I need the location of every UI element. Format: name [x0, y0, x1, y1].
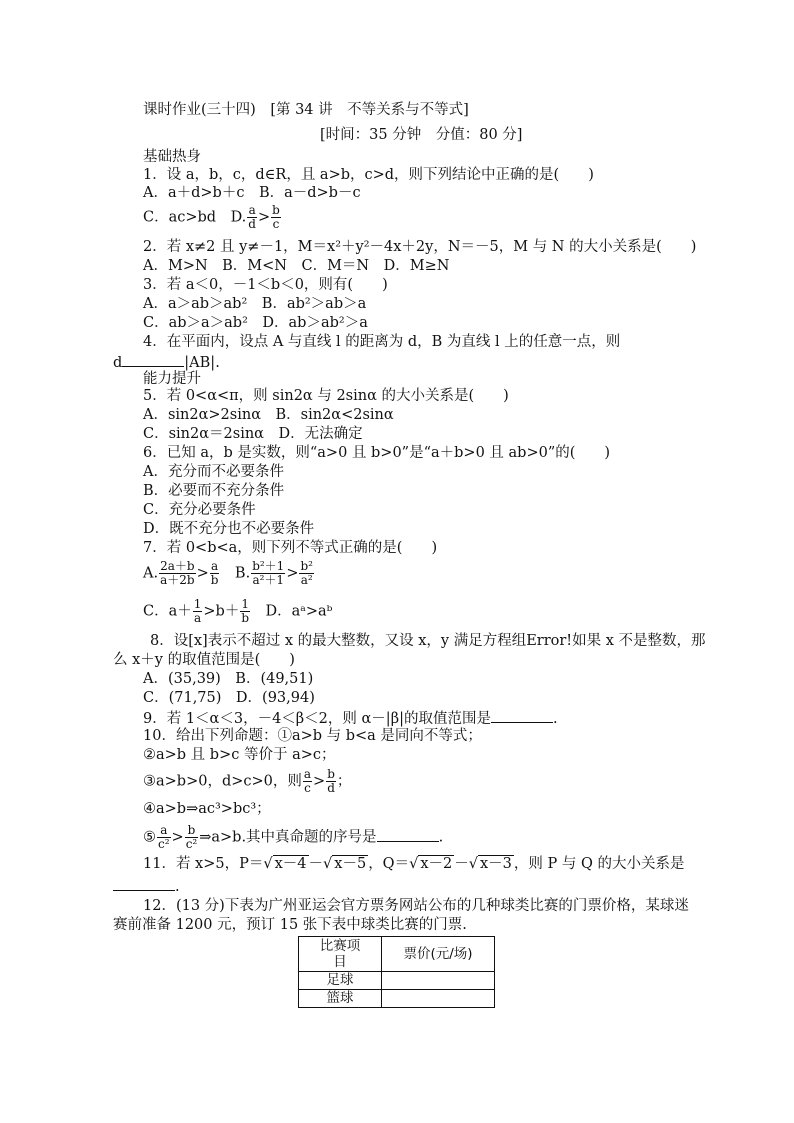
fraction — [157, 824, 171, 851]
fraction — [193, 598, 203, 625]
q6-option-b: B．必要而不充分条件 — [143, 483, 285, 499]
denominator: a — [193, 611, 202, 625]
fraction — [271, 204, 281, 231]
relation: > — [257, 209, 271, 226]
q5-options-ab: A．sin2α>2sinα B．sin2α<2sinα — [143, 407, 394, 423]
q8-stem-cont: 么 x＋y 的取值范围是( ) — [113, 652, 295, 668]
q11-text: ，Q＝ — [368, 856, 410, 872]
numerator: b² — [300, 559, 313, 573]
relation: >b＋ — [203, 603, 240, 620]
sqrt-radicand: x－3 — [479, 856, 512, 872]
q10-item-5 — [143, 824, 443, 851]
numerator: b — [185, 824, 199, 838]
fraction — [210, 560, 220, 587]
numerator: 1 — [241, 597, 249, 611]
denominator: d — [327, 781, 335, 795]
q6-stem: 6．已知 a，b 是实数，则“a>0 且 b>0”是“a＋b>0 且 ab>0”的( ) — [143, 445, 611, 461]
q12-stem: 12．(13 分)下表为广州亚运会官方票务网站公布的几种球类比赛的门票价格，某球迷 — [143, 898, 689, 914]
q4-tail-pre: d — [113, 355, 123, 371]
numerator: a — [211, 559, 219, 573]
table-header-cell: 票价(元/场) — [382, 937, 495, 972]
table-cell — [382, 990, 495, 1008]
denominator: b — [241, 611, 250, 625]
sqrt-radicand: x－4 — [274, 856, 307, 872]
numerator: 2a＋b — [160, 559, 195, 573]
table-header-cell — [299, 937, 382, 972]
numerator: b — [327, 767, 335, 781]
q12-stem-cont: 赛前准备 1200 元，预订 15 张下表中球类比赛的门票. — [113, 917, 467, 933]
q9-text: 9．若 1＜α＜3，－4＜β＜2，则 α－|β|的取值范围是 — [143, 711, 491, 727]
table-cell: 篮球 — [299, 990, 382, 1008]
q1-options-cd — [143, 204, 282, 231]
minus: － — [454, 856, 469, 872]
q10-item-3 — [143, 768, 351, 795]
q10-item-2: ②a>b 且 b>c 等价于 a>c； — [143, 747, 336, 763]
q5-stem: 5．若 0<α<π，则 sin2α 与 2sinα 的大小关系是( ) — [143, 388, 509, 404]
fraction — [240, 598, 250, 625]
q11-continuation — [113, 876, 180, 896]
answer-blank[interactable] — [491, 708, 553, 723]
q11-stem: 11．若 x>5，P＝√ x－4 －√ x－5 ，Q＝√ x－2 －√ x－3 ，则 P 与 Q 的大小关系是 — [143, 856, 685, 872]
q5-options-cd: C．sin2α＝2sinα D．无法确定 — [143, 426, 363, 442]
denominator: a＋2b — [160, 573, 195, 587]
q10-item-4: ④a>b⇒ac³>bc³； — [143, 801, 271, 817]
numerator: 1 — [193, 597, 202, 611]
relation: > — [313, 773, 326, 790]
q9-stem — [143, 708, 558, 728]
q8-options-ab: A．(35,39) B．(49,51) — [143, 671, 314, 687]
q1-stem: 1．设 a，b，c，d∈R，且 a>b，c>d，则下列结论中正确的是( ) — [143, 167, 594, 183]
fraction — [326, 768, 336, 795]
fraction — [251, 560, 285, 587]
q8-stem: 8．设[x]表示不超过 x 的最大整数，又设 x，y 满足方程组Error!如果 x 不是整数，那 — [150, 633, 706, 649]
q9-end: . — [552, 711, 558, 727]
relation: > — [171, 829, 184, 846]
denominator: a² — [300, 573, 313, 587]
section-warmup: 基础热身 — [143, 149, 201, 165]
denominator: a²＋1 — [252, 573, 285, 587]
fraction — [303, 768, 312, 795]
q6-option-a: A．充分而不必要条件 — [143, 464, 284, 480]
fraction — [247, 204, 257, 231]
q7-option-d: D．aᵃ>aᵇ — [251, 603, 333, 620]
q10-item5-text: ⇒a>b.其中真命题的序号是 — [199, 829, 377, 846]
table-header-row — [299, 937, 495, 972]
q7-label-a: A. — [143, 565, 159, 582]
table-row — [299, 972, 495, 990]
q7-stem: 7．若 0<b<a，则下列不等式正确的是( ) — [143, 540, 438, 556]
q10-item3-end: ； — [336, 773, 352, 790]
q10-item5-end: . — [438, 829, 444, 846]
q1-options-ab: A．a＋d>b＋c B．a－d>b－c — [143, 185, 361, 201]
fraction — [185, 824, 199, 851]
q10-item5-label: ⑤ — [143, 829, 156, 846]
q3-stem: 3．若 a＜0，－1＜b＜0，则有( ) — [143, 277, 388, 293]
numerator: a — [303, 767, 312, 781]
numerator: a — [248, 203, 256, 217]
denominator: c — [304, 781, 311, 795]
table-cell — [382, 972, 495, 990]
relation: > — [196, 565, 209, 582]
fraction — [299, 560, 314, 587]
header-line: 比赛项 — [319, 938, 361, 954]
q4-continuation — [113, 352, 220, 372]
q6-option-d: D．既不充分也不必要条件 — [143, 521, 315, 537]
q11-text: ，则 P 与 Q 的大小关系是 — [513, 856, 685, 872]
q6-option-c: C．充分必要条件 — [143, 502, 256, 518]
table-row — [299, 990, 495, 1008]
q7-label-c: C．a＋ — [143, 603, 192, 620]
q4-tail-post: |AB|. — [184, 355, 220, 371]
denominator: c² — [158, 837, 170, 851]
q10-item3-text: ③a>b>0，d>c>0，则 — [143, 773, 302, 790]
fraction — [159, 560, 195, 587]
header-line: 目 — [333, 954, 347, 970]
denominator: c — [272, 217, 280, 231]
q11-text: 11．若 x>5，P＝ — [143, 856, 264, 872]
answer-blank[interactable] — [122, 352, 184, 367]
sqrt-radicand: x－5 — [334, 856, 367, 872]
q10-stem: 10．给出下列命题：①a>b 与 b<a 是同向不等式； — [143, 728, 482, 744]
minus: － — [308, 856, 324, 872]
numerator: b²＋1 — [252, 559, 285, 573]
q3-options-cd: C．ab＞a＞ab² D．ab＞ab²＞a — [143, 315, 368, 331]
answer-blank[interactable] — [113, 876, 175, 891]
section-advance: 能力提升 — [143, 371, 201, 387]
denominator: c² — [185, 837, 198, 851]
table-cell: 足球 — [299, 972, 382, 990]
q2-stem: 2．若 x≠2 且 y≠－1，M＝x²＋y²－4x＋2y，N＝－5，M 与 N 的大小关系是( ) — [143, 239, 697, 255]
page-title: 课时作业(三十四) [第 34 讲 不等关系与不等式] — [143, 102, 469, 118]
numerator: b — [272, 203, 280, 217]
q7-options-cd — [143, 598, 332, 625]
answer-blank[interactable] — [377, 827, 439, 842]
q2-options: A．M>N B．M<N C．M＝N D．M≥N — [143, 258, 450, 274]
q11-end: . — [175, 879, 180, 895]
denominator: b — [210, 573, 219, 587]
denominator: d — [248, 217, 256, 231]
q7-options-ab — [143, 560, 315, 587]
relation: > — [286, 565, 299, 582]
q4-stem: 4．在平面内，设点 A 与直线 l 的距离为 d，B 为直线 l 上的任意一点，则 — [143, 334, 621, 350]
sqrt-radicand: x－2 — [420, 856, 453, 872]
ticket-price-table — [298, 936, 495, 1008]
numerator: a — [157, 824, 171, 838]
q7-label-b: B. — [220, 565, 251, 582]
time-score-info: [时间：35 分钟 分值：80 分] — [320, 127, 523, 143]
q3-options-ab: A．a＞ab＞ab² B．ab²＞ab＞a — [143, 296, 367, 312]
q8-options-cd: C．(71,75) D．(93,94) — [143, 690, 315, 706]
q1-option-c: C．ac>bd D. — [143, 209, 247, 226]
